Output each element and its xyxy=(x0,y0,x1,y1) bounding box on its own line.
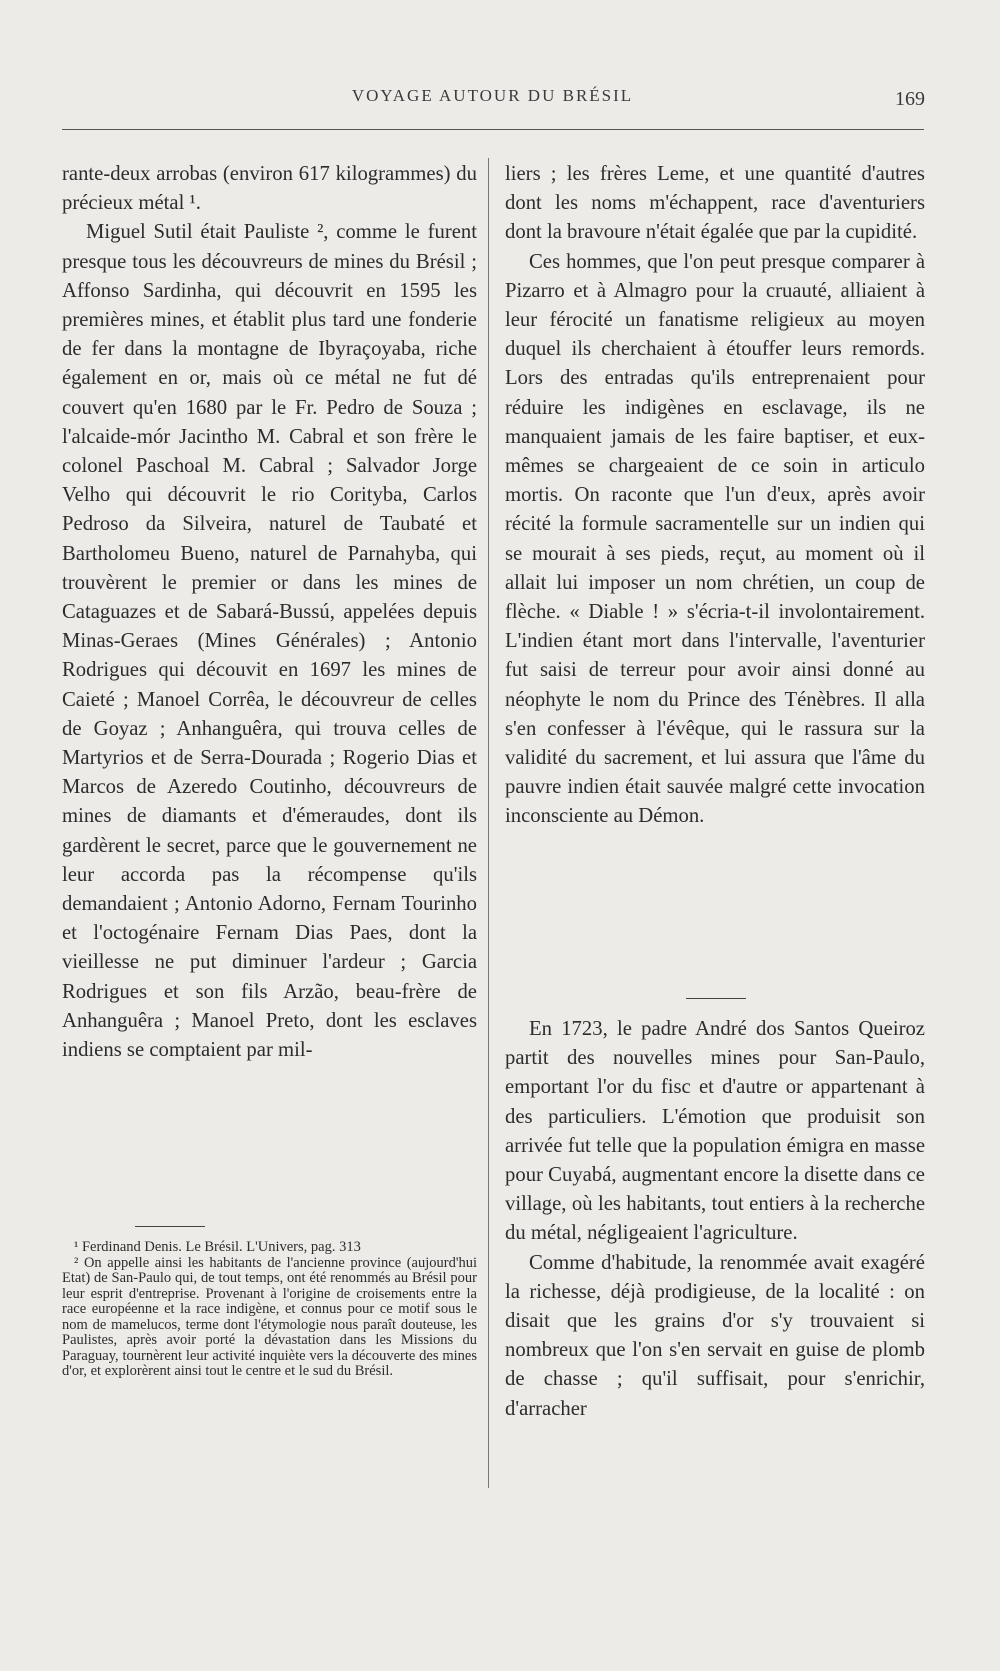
section-separator xyxy=(686,998,746,999)
column-divider xyxy=(488,158,489,1488)
footnotes xyxy=(62,1240,477,1380)
right-column-section-2 xyxy=(505,1015,925,1424)
header-rule xyxy=(62,129,924,130)
page-number: 169 xyxy=(895,88,925,110)
left-column xyxy=(62,160,477,1065)
footnote-1: ¹ Ferdinand Denis. Le Brésil. L'Univers, pag. 313 xyxy=(74,1239,361,1255)
page-header xyxy=(60,86,925,116)
left-paragraph-1: rante-deux arrobas (environ 617 kilogrammes) du précieux métal ¹. xyxy=(62,163,477,215)
footnote-2: ² On appelle ainsi les habitants de l'ancienne province (aujourd'hui Etat) de San-Paulo qui, de tout temps, ont été renommés au Brésil pour leur esprit d'entreprise. Provenant à l'origine de croisements entre la race européenne et la race indigène, et connus pour ce motif sous le nom de mamelucos, terme dont l'étymologie nous paraît douteuse, les Paulistes, après avoir porté la dévastation dans les Missions du Paraguay, tournèrent leur activité inquiète vers la découverte des mines d'or, et explorèrent ainsi tout le centre et le sud du Brésil. xyxy=(62,1254,477,1379)
right-paragraph-3: En 1723, le padre André dos Santos Queiroz partit des nouvelles mines pour San-Paulo, emportant l'or du fisc et d'autre or appartenant à des particuliers. L'émotion que produisit son arrivée fut telle que la population émigra en masse pour Cuyabá, augmentant encore la disette dans ce village, où les habitants, tout entiers à la recherche du métal, négligeaient l'agriculture. xyxy=(505,1018,925,1245)
right-paragraph-2: Ces hommes, que l'on peut presque comparer à Pizarro et à Almagro pour la cruauté, alliaient à leur férocité un fanatisme religieux au moyen duquel ils cherchaient à étouffer leurs remords. Lors des entradas qu'ils entreprenaient pour réduire les indigènes en esclavage, ils ne manquaient jamais de les faire baptiser, et eux-mêmes se chargeaient de ce soin in articulo mortis. On raconte que l'un d'eux, après avoir récité la formule sacramentelle sur un indien qui se mourait à ses pieds, reçut, au moment où il allait lui imposer un nom chrétien, un coup de flèche. « Diable ! » s'écria-t-il involontairement. L'indien étant mort dans l'intervalle, l'aventurier fut saisi de terreur pour avoir ainsi donné au néophyte le nom du Prince des Ténèbres. Il alla s'en confesser à l'évêque, qui le rassura sur la validité du sacrement, et lui assura que l'âme du pauvre indien était sauvée malgré cette invocation inconsciente au Démon. xyxy=(505,250,925,828)
right-paragraph-1: liers ; les frères Leme, et une quantité d'autres dont les noms m'échappent, race d'aventuriers dont la bravoure n'était égalée que par la cupidité. xyxy=(505,163,925,244)
right-paragraph-4: Comme d'habitude, la renommée avait exagéré la richesse, déjà prodigieuse, de la localité : on disait que les grains d'or s'y trouvaient si nombreux que l'on s'en servait en guise de plomb de chasse ; qu'il suffisait, pour s'enrichir, d'arracher xyxy=(505,1251,925,1420)
left-paragraph-2: Miguel Sutil était Pauliste ², comme le furent presque tous les découvreurs de mines du Brésil ; Affonso Sardinha, qui découvrit en 1595 les premières mines, et établit plus tard une fonderie de fer dans la montagne de Ibyraçoyaba, riche également en or, mais où ce métal ne fut dé couvert qu'en 1680 par le Fr. Pedro de Souza ; l'alcaide-mór Jacintho M. Cabral et son frère le colonel Paschoal M. Cabral ; Salvador Jorge Velho qui découvrit le rio Corityba, Carlos Pedroso da Silveira, naturel de Taubaté et Bartholomeu Bueno, naturel de Parnahyba, qui trouvèrent le premier or dans les mines de Cataguazes et de Sabará-Bussú, appelées depuis Minas-Geraes (Mines Générales) ; Antonio Rodrigues qui découvit en 1697 les mines de Caieté ; Manoel Corrêa, le découvreur de celles de Goyaz ; Anhanguêra, qui trouva celles de Martyrios et de Serra-Dourada ; Rogerio Dias et Marcos de Azeredo Coutinho, découvreurs de mines de diamants et d'émeraudes, dont ils gardèrent le secret, parce que le gouvernement ne leur accorda pas la récompense qu'ils demandaient ; Antonio Adorno, Fernam Tourinho et l'octogénaire Fernam Dias Paes, dont la vieillesse ne put diminuer l'ardeur ; Garcia Rodrigues et son fils Arzão, beau-frère de Anhanguêra ; Manoel Preto, dont les esclaves indiens se comptaient par mil- xyxy=(62,221,477,1062)
running-title: VOYAGE AUTOUR DU BRÉSIL xyxy=(351,86,634,105)
right-column xyxy=(505,160,925,832)
footnote-rule xyxy=(135,1226,205,1227)
